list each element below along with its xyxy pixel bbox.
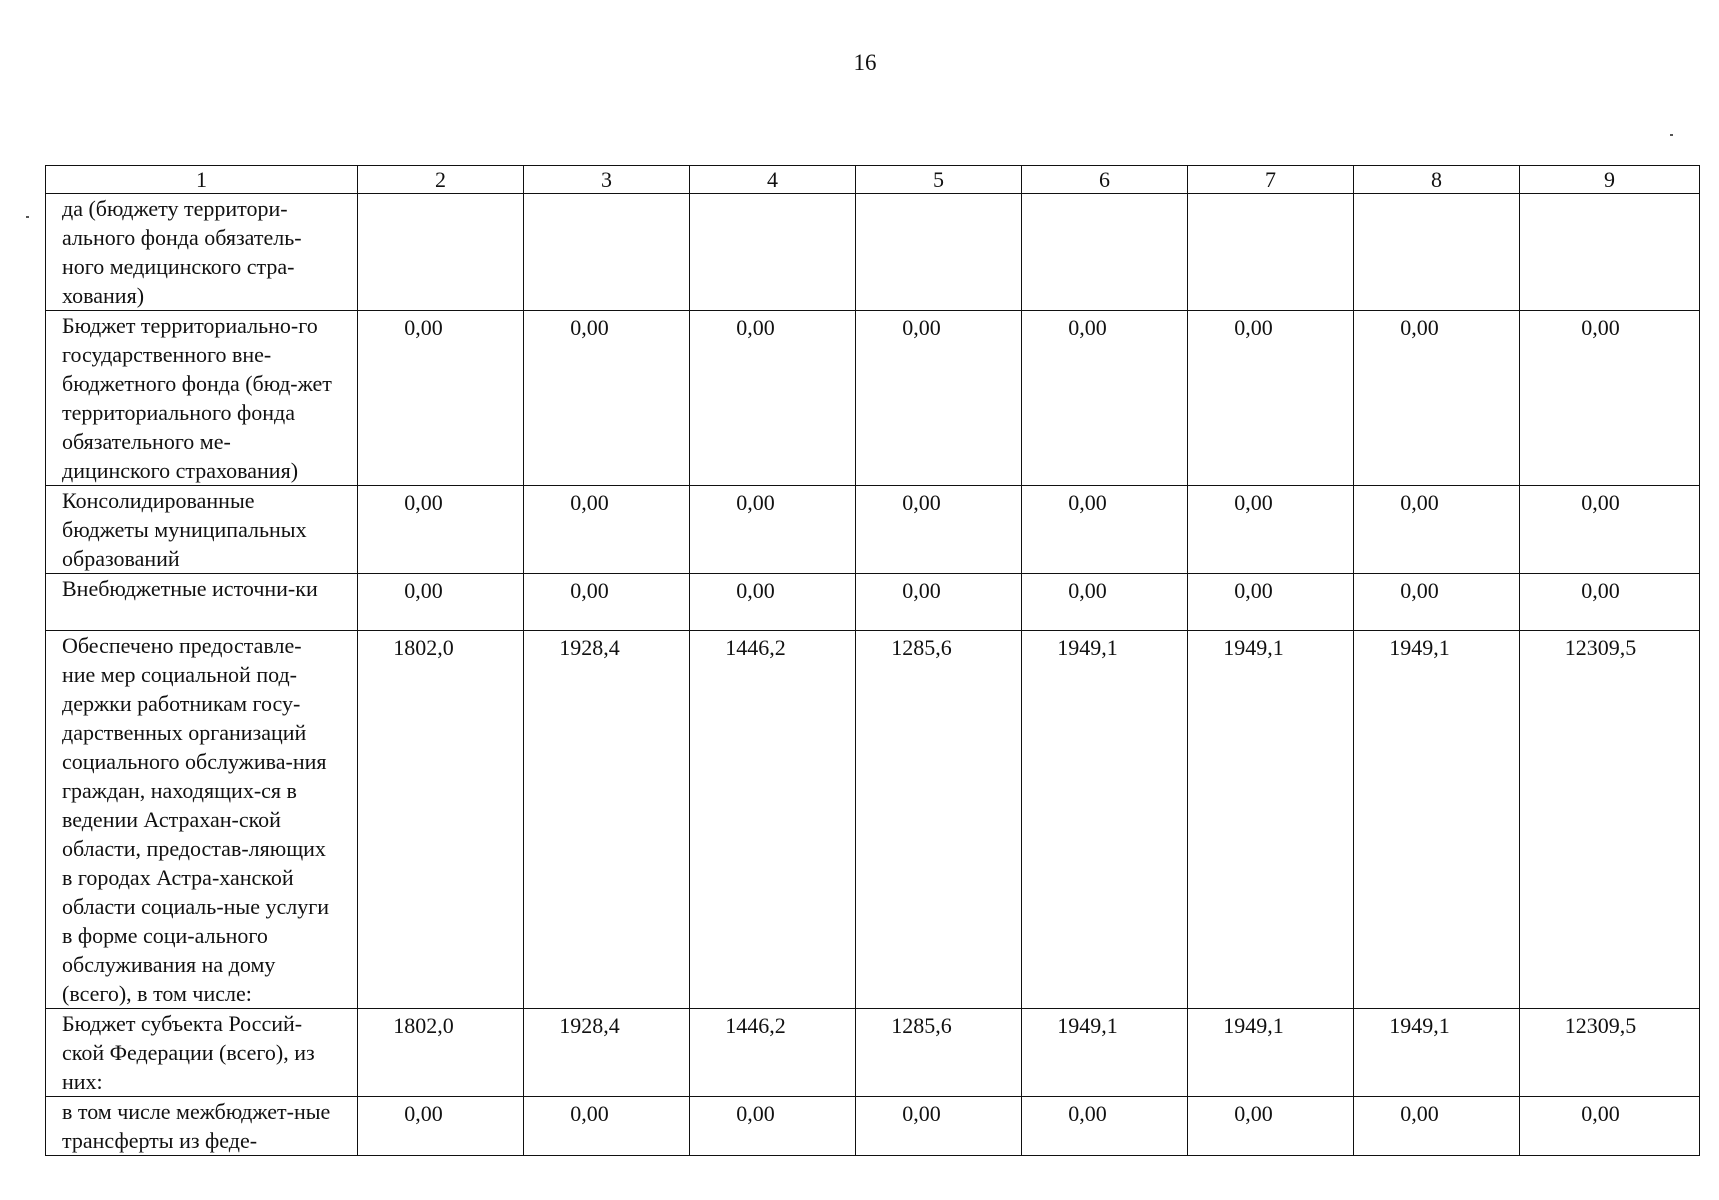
value-cell: 0,00 <box>524 574 690 631</box>
table-row <box>46 631 1700 1009</box>
value-cell: 0,00 <box>1354 1097 1520 1156</box>
scan-speck <box>1670 134 1673 136</box>
row-label-text: Консолидированные бюджеты муниципальных образований <box>62 488 307 571</box>
row-label-text: в том числе межбюджет-ные трансферты из феде- <box>62 1099 331 1153</box>
table-row <box>46 1009 1700 1097</box>
value-cell: 0,00 <box>690 311 856 486</box>
value-cell: 0,00 <box>690 574 856 631</box>
column-header: 3 <box>524 166 690 194</box>
value-cell: 0,00 <box>1188 311 1354 486</box>
value-cell: 1446,2 <box>690 1009 856 1097</box>
column-header: 1 <box>46 166 358 194</box>
value-cell: 0,00 <box>1520 311 1700 486</box>
value-cell: 0,00 <box>524 486 690 574</box>
value-cell <box>1188 194 1354 311</box>
value-cell: 0,00 <box>1354 311 1520 486</box>
value-cell: 1802,0 <box>358 631 524 1009</box>
value-cell: 0,00 <box>856 486 1022 574</box>
value-cell: 0,00 <box>856 311 1022 486</box>
value-cell: 0,00 <box>1188 486 1354 574</box>
value-cell: 0,00 <box>690 486 856 574</box>
value-cell: 0,00 <box>1354 486 1520 574</box>
row-label <box>46 311 358 486</box>
value-cell: 0,00 <box>856 574 1022 631</box>
scan-speck <box>26 216 29 218</box>
row-label <box>46 486 358 574</box>
table-header-row <box>46 166 1700 194</box>
value-cell: 0,00 <box>524 1097 690 1156</box>
row-label-text: Бюджет субъекта Россий-ской Федерации (всего), из них: <box>62 1011 315 1094</box>
column-header: 2 <box>358 166 524 194</box>
value-cell: 1446,2 <box>690 631 856 1009</box>
table-row <box>46 486 1700 574</box>
value-cell: 0,00 <box>690 1097 856 1156</box>
value-cell: 0,00 <box>524 311 690 486</box>
table-row <box>46 194 1700 311</box>
table-row <box>46 574 1700 631</box>
value-cell <box>524 194 690 311</box>
value-cell: 0,00 <box>1188 1097 1354 1156</box>
value-cell: 0,00 <box>1022 486 1188 574</box>
table-row <box>46 311 1700 486</box>
value-cell: 1802,0 <box>358 1009 524 1097</box>
table-row <box>46 1097 1700 1156</box>
value-cell: 1285,6 <box>856 631 1022 1009</box>
value-cell <box>1354 194 1520 311</box>
value-cell: 0,00 <box>1520 1097 1700 1156</box>
value-cell <box>1520 194 1700 311</box>
column-header: 4 <box>690 166 856 194</box>
column-header: 6 <box>1022 166 1188 194</box>
budget-table <box>45 165 1700 1156</box>
value-cell: 12309,5 <box>1520 1009 1700 1097</box>
row-label-text: Бюджет территориально-го государственного вне-бюджетного фонда (бюд-жет территориального фонда обязательного ме-дицинского страхования) <box>62 313 332 483</box>
value-cell <box>1022 194 1188 311</box>
value-cell: 0,00 <box>1022 1097 1188 1156</box>
value-cell: 0,00 <box>1022 574 1188 631</box>
value-cell: 1928,4 <box>524 631 690 1009</box>
value-cell: 1949,1 <box>1354 631 1520 1009</box>
value-cell: 0,00 <box>358 311 524 486</box>
value-cell: 1285,6 <box>856 1009 1022 1097</box>
row-label <box>46 1097 358 1156</box>
row-label <box>46 574 358 631</box>
value-cell: 0,00 <box>1520 574 1700 631</box>
row-label-text: Обеспечено предоставле-ние мер социальной под-держки работникам госу-дарственных организаций социального обслужива-ния граждан, находящих-ся в ведении Астрахан-ской области, предостав-ляющих в городах Астра-ханской области социаль-ные услуги в форме соци-ального обслуживания на дому (всего), в том числе: <box>62 633 330 1006</box>
value-cell: 1949,1 <box>1022 631 1188 1009</box>
value-cell <box>856 194 1022 311</box>
column-header: 5 <box>856 166 1022 194</box>
value-cell: 0,00 <box>1520 486 1700 574</box>
value-cell: 12309,5 <box>1520 631 1700 1009</box>
value-cell: 1928,4 <box>524 1009 690 1097</box>
value-cell: 1949,1 <box>1022 1009 1188 1097</box>
column-header: 9 <box>1520 166 1700 194</box>
value-cell: 1949,1 <box>1188 1009 1354 1097</box>
value-cell: 0,00 <box>358 486 524 574</box>
value-cell <box>690 194 856 311</box>
row-label <box>46 1009 358 1097</box>
value-cell: 1949,1 <box>1188 631 1354 1009</box>
value-cell: 0,00 <box>358 1097 524 1156</box>
value-cell: 0,00 <box>1022 311 1188 486</box>
column-header: 7 <box>1188 166 1354 194</box>
row-label-text: Внебюджетные источни-ки <box>62 576 318 601</box>
row-label <box>46 194 358 311</box>
value-cell: 0,00 <box>856 1097 1022 1156</box>
value-cell: 0,00 <box>1354 574 1520 631</box>
column-header: 8 <box>1354 166 1520 194</box>
value-cell: 0,00 <box>358 574 524 631</box>
value-cell <box>358 194 524 311</box>
value-cell: 1949,1 <box>1354 1009 1520 1097</box>
page-number: 16 <box>853 50 877 75</box>
row-label <box>46 631 358 1009</box>
value-cell: 0,00 <box>1188 574 1354 631</box>
row-label-text: да (бюджету территори-ального фонда обязатель-ного медицинского стра-хования) <box>62 196 302 308</box>
